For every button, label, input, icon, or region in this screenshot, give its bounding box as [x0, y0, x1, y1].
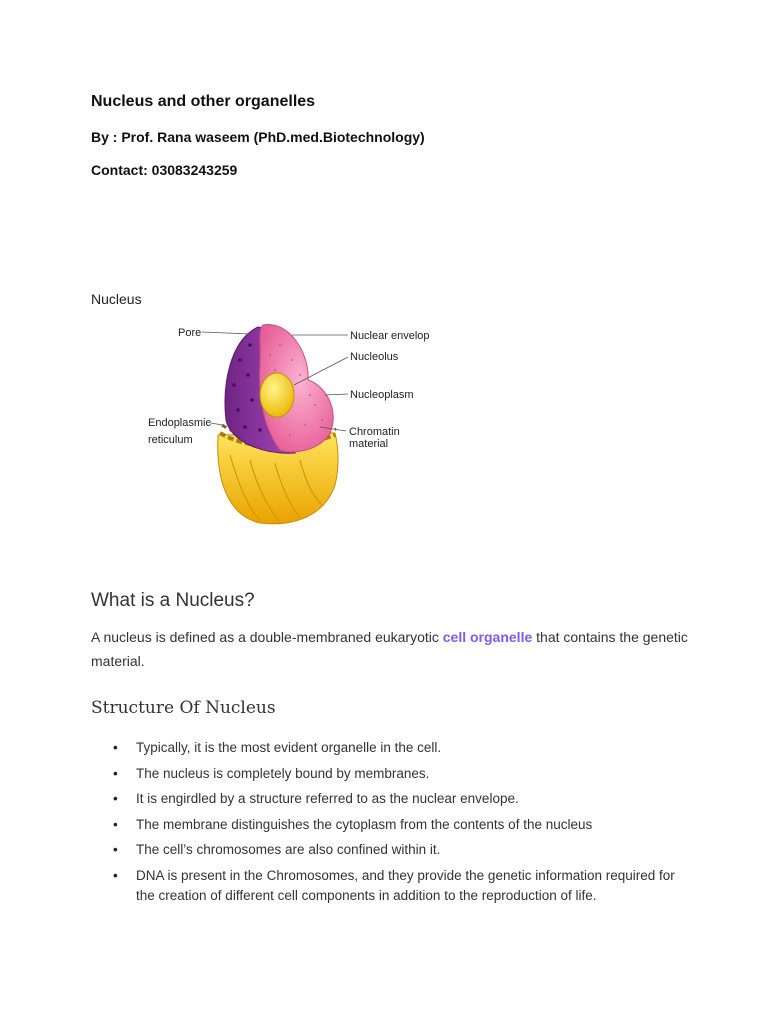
label-pore: Pore: [178, 327, 202, 339]
list-item: • It is engirdled by a structure referred to as the nuclear envelope.: [91, 789, 681, 809]
structure-heading: Structure Of Nucleus: [91, 698, 276, 718]
para-text-before: A nucleus is defined as a double-membraned eukaryotic: [91, 629, 443, 645]
figure-caption: Nucleus: [91, 291, 142, 307]
cell-organelle-link[interactable]: cell organelle: [442, 629, 533, 645]
nucleus-diagram: [130, 315, 430, 545]
structure-list: [91, 738, 681, 911]
label-chromatin-line1: Chromatin: [349, 426, 400, 438]
definition-paragraph: [91, 625, 691, 673]
label-er-line1: Endoplasmic: [148, 417, 211, 429]
label-nucleolus: Nucleolus: [350, 351, 399, 363]
para-text-after: that contains the genetic material.: [91, 629, 688, 669]
author-byline: By : Prof. Rana waseem (PhD.med.Biotechnology): [91, 129, 425, 145]
list-item: • Typically, it is the most evident organelle in the cell.: [91, 738, 681, 758]
nucleolus-shape: [260, 373, 294, 417]
section-heading: What is a Nucleus?: [91, 590, 255, 611]
label-nucleoplasm: Nucleoplasm: [350, 389, 414, 401]
list-item: • DNA is present in the Chromosomes, and they provide the genetic information required for the creation of different cell components in addition to the reproduction of life.: [91, 866, 681, 906]
list-item: • The membrane distinguishes the cytoplasm from the contents of the nucleus: [91, 815, 681, 835]
document-title: Nucleus and other organelles: [91, 93, 316, 110]
label-chromatin-line2: material: [349, 438, 389, 450]
label-nuclear-envelope: Nuclear envelop: [350, 330, 430, 342]
label-er-line2: reticulum: [148, 434, 193, 446]
list-item: • The nucleus is completely bound by membranes.: [91, 764, 681, 784]
nucleus-illustration: [130, 315, 430, 545]
contact-line: Contact: 03083243259: [91, 162, 238, 178]
list-item: • The cell’s chromosomes are also confined within it.: [91, 840, 681, 860]
